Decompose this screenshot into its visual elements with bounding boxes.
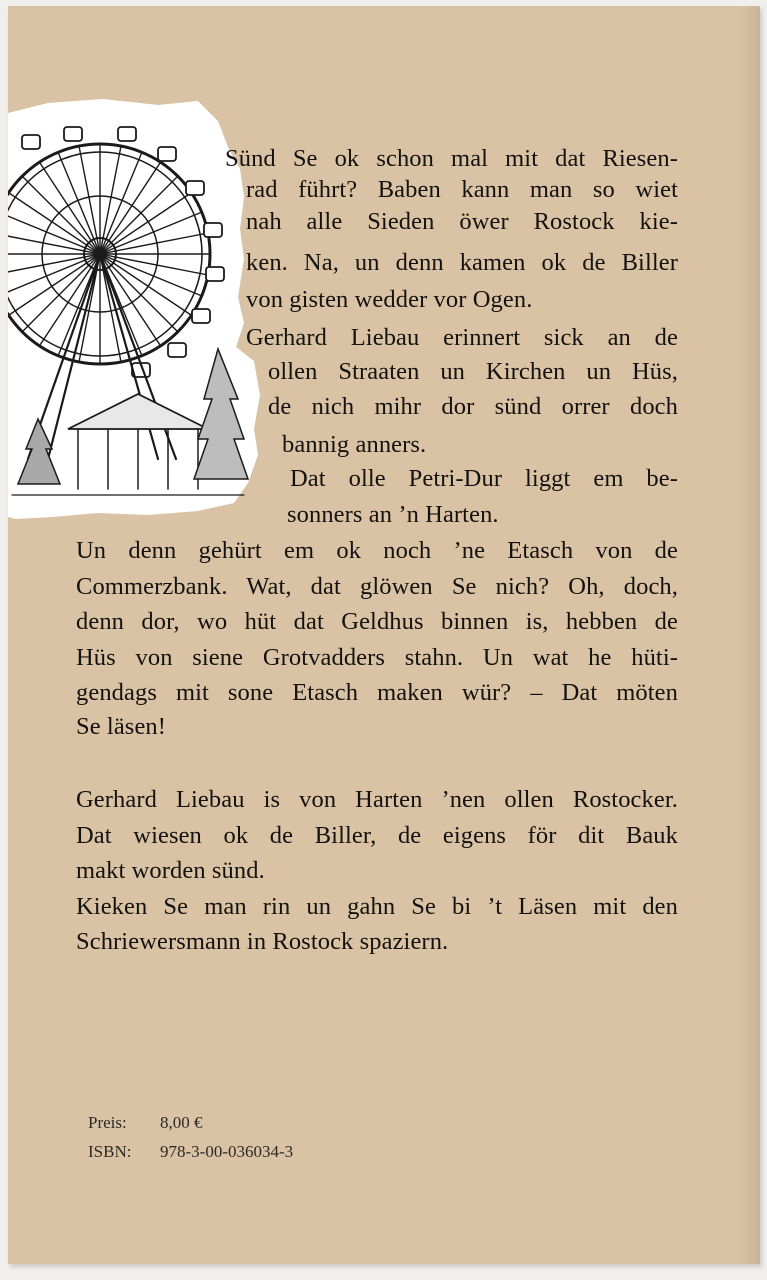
text-line: ken. Na, un denn kamen ok de Biller — [246, 249, 678, 276]
text-line: Sünd Se ok schon mal mit dat Riesen- — [225, 145, 678, 172]
text-line: von gisten wedder vor Ogen. — [246, 286, 533, 313]
text-line: gendags mit sone Etasch maken wür? – Dat möten — [76, 679, 678, 706]
text-line: Gerhard Liebau is von Harten ’nen ollen Rostocker. — [76, 786, 678, 813]
text-line: sonners an ’n Harten. — [287, 501, 499, 528]
cover-edge-shadow — [740, 6, 760, 1264]
text-line: Dat wiesen ok de Biller, de eigens för dit Bauk — [76, 822, 678, 849]
text-line: ollen Straaten un Kirchen un Hüs, — [268, 358, 678, 385]
text-line: Kieken Se man rin un gahn Se bi ’t Läsen mit den — [76, 893, 678, 920]
text-line: bannig anners. — [282, 431, 427, 458]
text-line: Se läsen! — [76, 713, 167, 740]
isbn-value: 978-3-00-036034-3 — [160, 1142, 294, 1161]
text-line: de nich mihr dor sünd orrer doch — [268, 393, 678, 420]
text-line: Commerzbank. Wat, dat glöwen Se nich? Oh, doch, — [76, 573, 678, 600]
text-line: denn dor, wo hüt dat Geldhus binnen is, hebben de — [76, 608, 678, 635]
text-line: Un denn gehürt em ok noch ’ne Etasch von de — [76, 537, 678, 564]
text-line: Gerhard Liebau erinnert sick an de — [246, 324, 678, 351]
isbn-label: ISBN: — [88, 1142, 132, 1161]
text-line: Dat olle Petri-Dur liggt em be- — [290, 465, 678, 492]
text-line: rad führt? Baben kann man so wiet — [246, 176, 678, 203]
text-line: nah alle Sieden öwer Rostock kie- — [246, 208, 678, 235]
price-value: 8,00 € — [160, 1113, 203, 1132]
price-label: Preis: — [88, 1113, 127, 1132]
text-line: Hüs von siene Grotvadders stahn. Un wat he hüti- — [76, 644, 678, 671]
text-line: Schriewersmann in Rostock spaziern. — [76, 928, 449, 955]
text-line: makt worden sünd. — [76, 857, 265, 884]
